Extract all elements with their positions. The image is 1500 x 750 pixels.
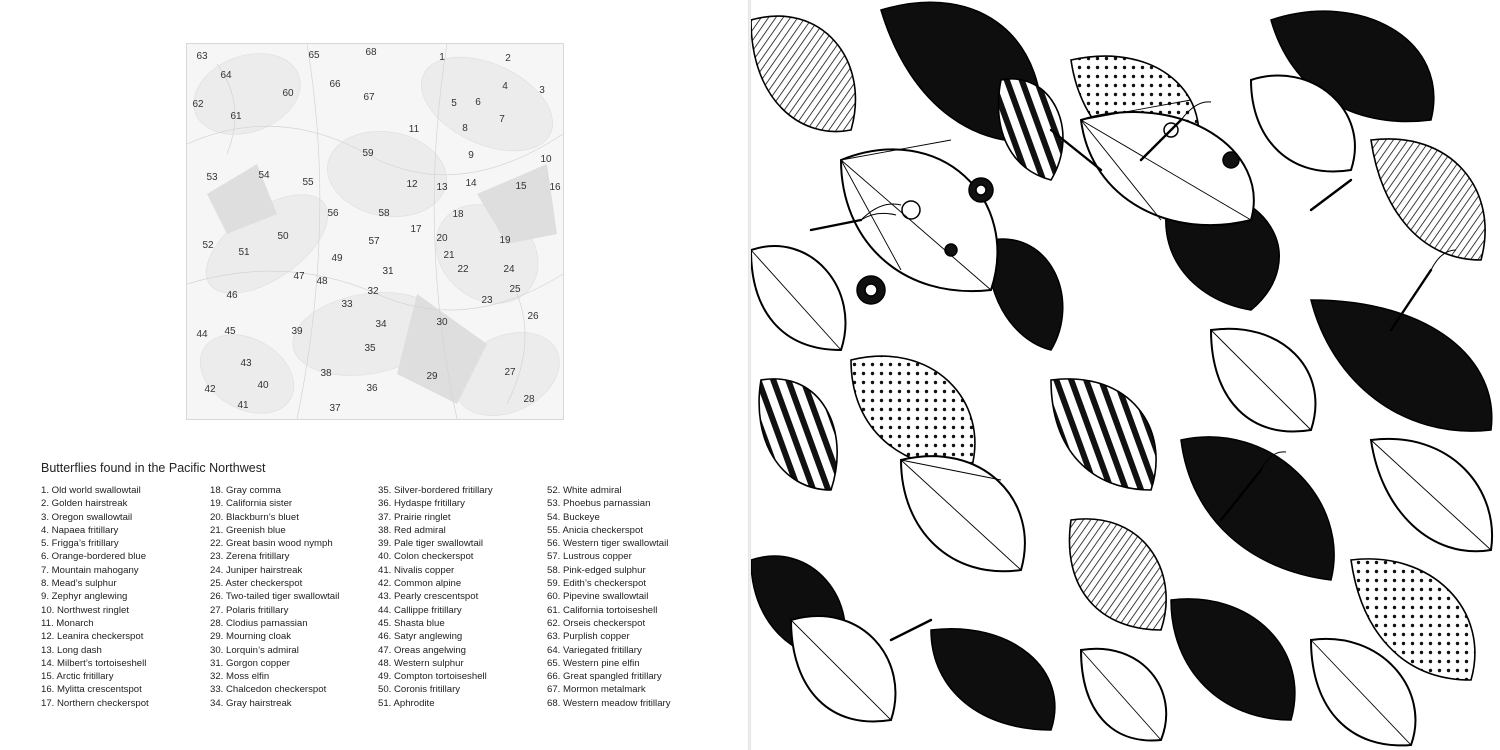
species-list-column-1 [41, 484, 149, 710]
key-map-number: 65 [308, 50, 320, 61]
species-list-item: 44. Callippe fritillary [378, 604, 462, 616]
species-list-item: 37. Prairie ringlet [378, 511, 451, 523]
key-map-number: 43 [240, 358, 252, 369]
key-map-number: 22 [457, 264, 469, 275]
species-list-item: 21. Greenish blue [210, 524, 286, 536]
key-map-number: 64 [220, 70, 232, 81]
key-map-number: 3 [539, 85, 545, 96]
species-list-item: 27. Polaris fritillary [210, 604, 289, 616]
species-list-item: 43. Pearly crescentspot [378, 591, 479, 603]
key-map-number: 15 [515, 181, 527, 192]
key-map-number: 19 [499, 235, 511, 246]
key-map-number: 27 [504, 367, 516, 378]
species-list-item: 33. Chalcedon checkerspot [210, 684, 327, 696]
key-map-number: 53 [206, 172, 218, 183]
species-list-item: 34. Gray hairstreak [210, 697, 292, 709]
key-map-number: 46 [226, 290, 238, 301]
species-list-column-2 [210, 484, 339, 710]
species-list-item: 38. Red admiral [378, 524, 446, 536]
list-title: Butterflies found in the Pacific Northwest [41, 461, 266, 475]
key-map-number: 50 [277, 231, 289, 242]
key-map-number: 5 [451, 98, 457, 109]
species-list-item: 60. Pipevine swallowtail [547, 591, 649, 603]
key-map-number: 38 [320, 368, 332, 379]
key-map-number: 52 [202, 240, 214, 251]
key-map-number: 16 [549, 182, 561, 193]
species-list-item: 16. Mylitta crescentspot [41, 684, 142, 696]
species-list-item: 56. Western tiger swallowtail [547, 538, 669, 550]
key-map-number: 44 [196, 329, 208, 340]
species-list-column-3 [378, 484, 493, 710]
species-list-item: 50. Coronis fritillary [378, 684, 461, 696]
species-list-item: 13. Long dash [41, 644, 102, 656]
species-list-item: 52. White admiral [547, 485, 622, 496]
key-map-number: 59 [362, 148, 374, 159]
key-map-number: 66 [329, 79, 341, 90]
species-list-item: 42. Common alpine [378, 578, 462, 590]
key-map-number: 56 [327, 208, 339, 219]
species-list-item: 17. Northern checkerspot [41, 697, 149, 709]
key-map-number: 10 [540, 154, 552, 165]
species-list-item: 29. Mourning cloak [210, 631, 292, 643]
key-map-number: 34 [375, 319, 387, 330]
species-list-item: 6. Orange-bordered blue [41, 551, 147, 563]
key-map-number: 62 [192, 99, 204, 110]
species-list-item: 7. Mountain mahogany [41, 564, 139, 576]
key-map-number: 68 [365, 47, 377, 58]
key-map-number: 47 [293, 271, 305, 282]
species-list-item: 40. Colon checkerspot [378, 551, 474, 563]
species-list-item: 59. Edith’s checkerspot [547, 578, 647, 590]
key-map-number: 61 [230, 111, 242, 122]
key-map-number: 28 [523, 394, 535, 405]
species-list-item: 11. Monarch [41, 617, 94, 629]
key-map-number: 1 [439, 52, 445, 63]
species-list-item: 26. Two-tailed tiger swallowtail [210, 591, 340, 603]
right-page [751, 0, 1500, 750]
key-map-number: 51 [238, 247, 250, 258]
species-list-item: 19. California sister [210, 498, 293, 510]
species-list-item: 65. Western pine elfin [547, 657, 640, 669]
species-list-item: 54. Buckeye [547, 511, 600, 523]
key-map-number: 33 [341, 299, 353, 310]
species-list-item: 5. Frigga’s fritillary [41, 538, 119, 550]
key-map-number: 36 [366, 383, 378, 394]
key-map-number: 26 [527, 311, 539, 322]
key-map-number: 2 [505, 53, 511, 64]
species-list-item: 15. Arctic fritillary [41, 671, 114, 683]
species-list-item: 24. Juniper hairstreak [210, 564, 303, 576]
species-list-item: 8. Mead’s sulphur [41, 578, 117, 590]
key-map-number: 63 [196, 51, 208, 62]
key-map-number: 9 [468, 150, 474, 161]
species-list-item: 66. Great spangled fritillary [547, 671, 662, 683]
species-list-item: 25. Aster checkerspot [210, 578, 303, 590]
species-list-item: 57. Lustrous copper [547, 551, 632, 563]
species-list-item: 23. Zerena fritillary [210, 551, 290, 563]
species-list-item: 45. Shasta blue [378, 617, 445, 629]
key-map-number: 37 [329, 403, 341, 414]
species-list-item: 14. Milbert’s tortoiseshell [41, 657, 147, 669]
key-map-number: 29 [426, 371, 438, 382]
key-map-number: 11 [408, 124, 420, 135]
key-map-number: 14 [465, 178, 477, 189]
species-list-item: 68. Western meadow fritillary [547, 697, 671, 709]
key-map-number: 60 [282, 88, 294, 99]
species-list-item: 1. Old world swallowtail [41, 485, 141, 496]
species-list-item: 46. Satyr anglewing [378, 631, 463, 643]
key-map-number: 35 [364, 343, 376, 354]
key-map-number: 4 [502, 81, 508, 92]
species-list-item: 35. Silver-bordered fritillary [378, 485, 493, 496]
key-map-number: 30 [436, 317, 448, 328]
species-list-item: 31. Gorgon copper [210, 657, 291, 669]
species-list-item: 22. Great basin wood nymph [210, 538, 333, 550]
key-map-number: 18 [452, 209, 464, 220]
species-list-item: 28. Clodius parnassian [210, 617, 308, 629]
species-list-item: 18. Gray comma [210, 485, 281, 496]
key-map-number: 17 [410, 224, 422, 235]
species-list-item: 61. California tortoiseshell [547, 604, 658, 616]
species-list-item: 53. Phoebus parnassian [547, 498, 651, 510]
species-list-item: 30. Lorquin’s admiral [210, 644, 299, 656]
key-map-number: 67 [363, 92, 375, 103]
key-map-number: 55 [302, 177, 314, 188]
species-list-item: 36. Hydaspe fritillary [378, 498, 465, 510]
species-list-item: 20. Blackburn’s bluet [210, 511, 299, 523]
species-list-item: 41. Nivalis copper [378, 564, 455, 576]
key-map-number: 58 [378, 208, 390, 219]
key-map-number: 42 [204, 384, 216, 395]
key-map-number: 25 [509, 284, 521, 295]
key-map-number: 39 [291, 326, 303, 337]
key-map-number: 8 [462, 123, 468, 134]
species-list-item: 2. Golden hairstreak [41, 498, 128, 510]
key-map-number: 49 [331, 253, 343, 264]
species-list-item: 39. Pale tiger swallowtail [378, 538, 484, 550]
species-list-item: 55. Anicia checkerspot [547, 524, 643, 536]
key-map-number: 21 [443, 250, 455, 261]
species-list-item: 3. Oregon swallowtail [41, 511, 133, 523]
key-map-number: 41 [237, 400, 249, 411]
key-map-number: 20 [436, 233, 448, 244]
key-map-number: 40 [257, 380, 269, 391]
key-map-number: 57 [368, 236, 380, 247]
species-list-item: 4. Napaea fritillary [41, 524, 119, 536]
species-list-item: 49. Compton tortoiseshell [378, 671, 487, 683]
species-list-item: 48. Western sulphur [378, 657, 464, 669]
left-page [0, 0, 748, 750]
key-map-number: 13 [436, 182, 448, 193]
key-map-number: 48 [316, 276, 328, 287]
species-list-item: 63. Purplish copper [547, 631, 630, 643]
species-list-item: 67. Mormon metalmark [547, 684, 646, 696]
key-map-number: 24 [503, 264, 515, 275]
key-map-number: 12 [406, 179, 418, 190]
species-list-item: 62. Orseis checkerspot [547, 617, 646, 629]
key-map-number: 54 [258, 170, 270, 181]
species-list-item: 58. Pink-edged sulphur [547, 564, 646, 576]
key-map-number: 32 [367, 286, 379, 297]
butterfly-key-map [186, 43, 564, 420]
species-list-item: 10. Northwest ringlet [41, 604, 129, 616]
key-map-number: 6 [475, 97, 481, 108]
species-list-column-4 [547, 484, 671, 710]
species-list-item: 51. Aphrodite [378, 697, 435, 709]
key-map-number: 23 [481, 295, 493, 306]
species-list-item: 32. Moss elfin [210, 671, 270, 683]
key-map-number: 31 [382, 266, 394, 277]
species-list-item: 64. Variegated fritillary [547, 644, 642, 656]
species-list-item: 9. Zephyr anglewing [41, 591, 128, 603]
butterfly-coloring-illustration [751, 0, 1500, 750]
species-list-item: 12. Leanira checkerspot [41, 631, 144, 643]
key-map-number: 7 [499, 114, 505, 125]
species-list-item: 47. Oreas angelwing [378, 644, 466, 656]
key-map-number: 45 [224, 326, 236, 337]
